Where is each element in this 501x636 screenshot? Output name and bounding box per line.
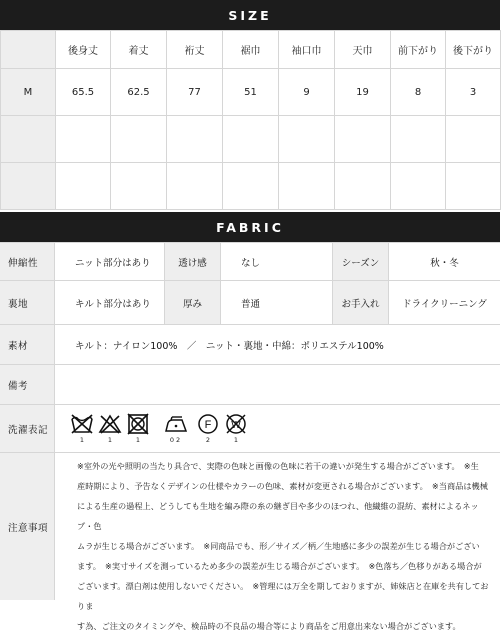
size-cell xyxy=(167,116,223,163)
wash-label: 洗濯表記 xyxy=(0,405,55,452)
size-cell: 9 xyxy=(279,69,335,116)
size-cell xyxy=(167,163,223,210)
notes-line: ※室外の光や照明の当たり具合で、実際の色味と画像の色味に若干の違いが発生する場合がございます。 ※生 xyxy=(77,461,479,471)
sheer-label: 透け感 xyxy=(165,243,221,280)
size-cell: 65.5 xyxy=(56,69,111,116)
size-row-label xyxy=(1,116,56,163)
care-symbol xyxy=(195,413,221,444)
size-cell: 8 xyxy=(391,69,446,116)
size-col-header: 前下がり xyxy=(391,31,446,69)
size-row xyxy=(1,116,501,163)
size-cell xyxy=(223,163,279,210)
size-cell xyxy=(111,116,167,163)
material-label: 素材 xyxy=(0,325,55,364)
size-row xyxy=(1,69,501,116)
size-cell: 3 xyxy=(446,69,501,116)
size-col-header: 裄丈 xyxy=(167,31,223,69)
notes-line: す為、ご注文のタイミングや、検品時の不良品の場合等により商品をご用意出来ない場合がございます。 xyxy=(77,621,461,631)
lining-label: 裏地 xyxy=(0,281,55,324)
care-symbol-mark: 1 xyxy=(79,436,85,444)
size-cell xyxy=(446,163,501,210)
size-header-row xyxy=(1,31,501,69)
fabric-row-stretch xyxy=(0,243,500,281)
size-col-header: 後下がり xyxy=(446,31,501,69)
season-value: 秋・冬 xyxy=(389,243,500,280)
dry-clean-letter: F xyxy=(204,419,212,431)
size-col-header: 袖口巾 xyxy=(279,31,335,69)
size-cell xyxy=(391,116,446,163)
size-title: SIZE xyxy=(228,7,272,23)
size-table xyxy=(0,30,501,210)
notes-line: ムラが生じる場合がございます。 ※同商品でも、形／サイズ／柄／生地感に多少の誤差が生じる場合がござい xyxy=(77,541,480,551)
care-symbol-mark: 2 xyxy=(205,436,211,444)
wet-clean-letter: W xyxy=(231,420,241,431)
size-col-header: 天巾 xyxy=(335,31,391,69)
size-row-label: M xyxy=(1,69,56,116)
size-cell xyxy=(56,116,111,163)
size-cell: 77 xyxy=(167,69,223,116)
fabric-title: FABRIC xyxy=(216,219,284,235)
thickness-label: 厚み xyxy=(165,281,221,324)
size-section-header xyxy=(0,0,500,30)
size-col-header: 裾巾 xyxy=(223,31,279,69)
care-value: ドライクリーニング xyxy=(389,281,500,324)
lining-value: キルト部分はあり xyxy=(55,281,165,324)
sheer-value: なし xyxy=(221,243,333,280)
remarks-label: 備考 xyxy=(0,365,55,404)
fabric-section-header xyxy=(0,212,500,242)
care-symbol xyxy=(97,413,123,444)
notes-line: ございます。漂白剤は使用しないでください。 ※管理には万全を期しておりますが、姉妹店と在庫を共有しておりま xyxy=(77,581,489,611)
care-symbol-mark: 0 2 xyxy=(169,436,181,444)
size-row xyxy=(1,163,501,210)
size-col-header: 着丈 xyxy=(111,31,167,69)
fabric-row-remarks xyxy=(0,365,500,405)
wet-clean-w-crossed-icon xyxy=(224,413,248,435)
size-cell: 62.5 xyxy=(111,69,167,116)
notes-text xyxy=(55,453,500,631)
wash-tub-crossed-icon xyxy=(70,413,94,435)
care-symbol-mark: 1 xyxy=(135,436,141,444)
care-symbol xyxy=(157,413,193,444)
season-label: シーズン xyxy=(333,243,389,280)
remarks-value xyxy=(55,365,500,404)
size-corner-cell xyxy=(1,31,56,69)
notes-line: 産時期により、予告なくデザインの仕様やカラーの色味、素材が変更される場合がございます。 ※当商品は機械 xyxy=(77,481,488,491)
fabric-row-wash xyxy=(0,405,500,453)
size-cell xyxy=(279,163,335,210)
size-cell xyxy=(335,163,391,210)
tumble-dry-crossed-icon xyxy=(126,413,150,435)
care-symbols xyxy=(55,405,500,452)
fabric-row-lining xyxy=(0,281,500,325)
size-cell xyxy=(335,116,391,163)
stretch-value: ニット部分はあり xyxy=(55,243,165,280)
fabric-row-notes xyxy=(0,453,500,631)
size-cell xyxy=(111,163,167,210)
fabric-table xyxy=(0,242,500,631)
stretch-label: 伸縮性 xyxy=(0,243,55,280)
care-symbol xyxy=(69,413,95,444)
care-symbol xyxy=(223,413,249,444)
size-cell xyxy=(446,116,501,163)
size-cell xyxy=(279,116,335,163)
size-col-header: 後身丈 xyxy=(56,31,111,69)
care-symbol-mark: 1 xyxy=(233,436,239,444)
size-row-label xyxy=(1,163,56,210)
size-cell xyxy=(223,116,279,163)
care-label: お手入れ xyxy=(333,281,389,324)
size-cell xyxy=(391,163,446,210)
fabric-row-material xyxy=(0,325,500,365)
bleach-triangle-crossed-icon xyxy=(98,413,122,435)
material-value: キルト：ナイロン100% ／ ニット・裏地・中綿：ポリエステル100% xyxy=(55,325,500,364)
notes-line: ます。 ※実寸サイズを測っているため多少の誤差が生じる場合がございます。 ※色落ち／色移りがある場合が xyxy=(77,561,482,571)
thickness-value: 普通 xyxy=(221,281,333,324)
size-cell xyxy=(56,163,111,210)
notes-label: 注意事項 xyxy=(0,453,55,600)
dry-clean-f-icon xyxy=(196,413,220,435)
size-cell: 51 xyxy=(223,69,279,116)
iron-icon xyxy=(160,413,190,435)
size-cell: 19 xyxy=(335,69,391,116)
care-symbol-mark: 1 xyxy=(107,436,113,444)
care-symbol xyxy=(125,413,151,444)
notes-line: による生産の過程上、どうしても生地を編み際の糸の継ぎ目や多少のほつれ、他繊維の混紡、素材によるネップ・色 xyxy=(77,501,479,531)
